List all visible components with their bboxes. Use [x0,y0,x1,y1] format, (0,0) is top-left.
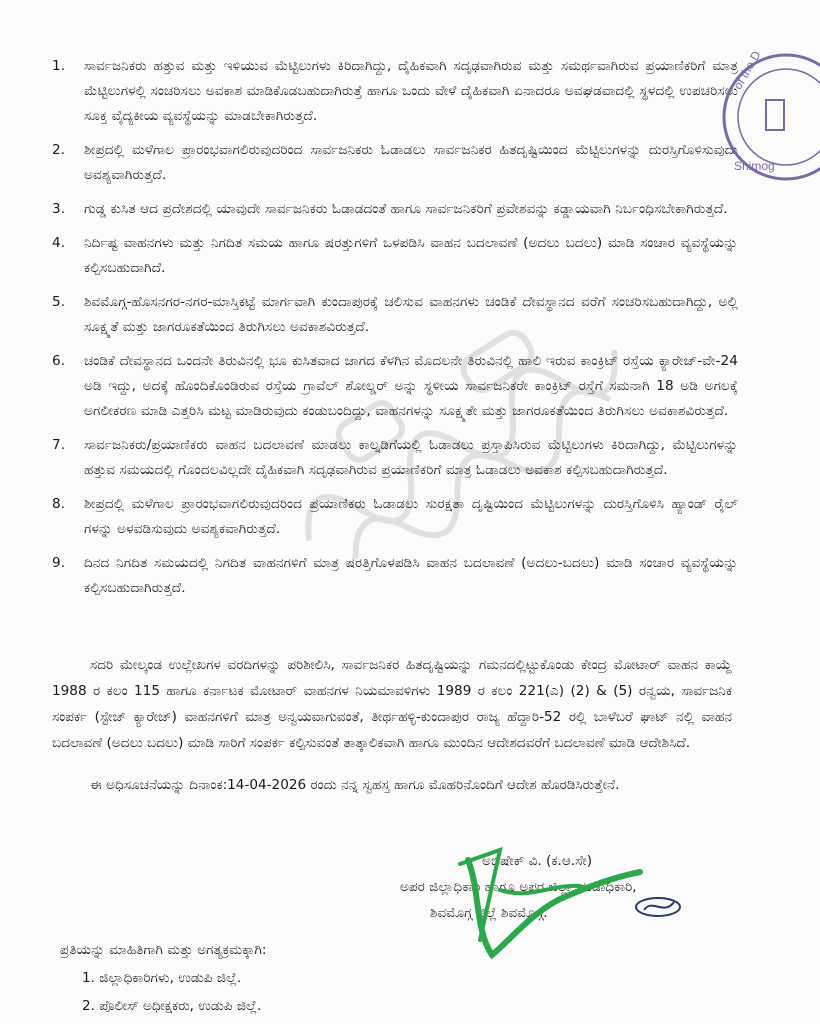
conditions-list [48,54,738,610]
item-number: 2. [52,142,66,158]
item-number: 8. [52,496,66,512]
item-number: 4. [52,235,66,251]
condition-item [48,138,738,188]
item-text: ಶೀಪ್ರದಲ್ಲಿ ಮಳೆಗಾಲ ಪ್ರಾರಂಭವಾಗಲಿರುವುದರಿಂದ ಪ್ರಯಾಣಿಕರು ಓಡಾಡಲು ಸುರಕ್ಷತಾ ದೃಷ್ಟಿಯಿಂದ ಮೆಟ್ಟಿಲುಗಳನ್ನು ದುರಸ್ತಿಗೊಳಿಸಿ ಹ್ಯಾಂಡ್ ರೈಲ್ ಗಳನ್ನು ಅಳವಡಿಸುವುದು ಅವಶ್ಯಕವಾಗಿರುತ್ತದೆ. [84,496,738,537]
copy-to-item: 1. ಜಿಲ್ಲಾಧಿಕಾರಿಗಳು, ಉಡುಪಿ ಜಿಲ್ಲೆ. [82,970,242,986]
signatory-name: ಅಭಿಷೇಕ್ ವಿ. (ಕ.ಆ.ಸೇ) [482,853,593,869]
item-number: 6. [52,353,66,369]
condition-item [48,433,738,483]
item-text: ನಿರ್ದಿಷ್ಟ ವಾಹನಗಳು ಮತ್ತು ನಿಗದಿತ ಸಮಯ ಹಾಗೂ ಷರತ್ತುಗಳಿಗೆ ಒಳಪಡಿಸಿ ವಾಹನ ಬದಲಾವಣೆ (ಅದಲು ಬದಲು) ಮಾಡಿ ಸಂಚಾರ ವ್ಯವಸ್ಥೆಯನ್ನು ಕಲ್ಪಿಸಬಹುದಾಗಿದೆ. [84,235,738,276]
item-text: ದಿನದ ನಿಗದಿತ ಸಮಯದಲ್ಲಿ ನಿಗದಿತ ವಾಹನಗಳಿಗೆ ಮಾತ್ರ ಷರತ್ತಿಗೊಳಪಡಿಸಿ ವಾಹನ ಬದಲಾವಣೆ (ಅದಲು-ಬದಲು) ಮಾಡಿ ಸಂಚಾರ ವ್ಯವಸ್ಥೆಯನ್ನು ಕಲ್ಪಿಸಬಹುದಾಗಿರುತ್ತದೆ. [84,555,738,596]
copy-to-heading: ಪ್ರತಿಯನ್ನು ಮಾಹಿತಿಗಾಗಿ ಮತ್ತು ಅಗತ್ಯಕ್ರಮಕ್ಕಾಗಿ: [60,942,267,958]
condition-item [48,54,738,129]
handwritten-signature [440,820,650,970]
item-text: ಶಿವಮೊಗ್ಗ-ಹೊಸನಗರ-ನಗರ-ಮಾಸ್ತಿಕಟ್ಟೆ ಮಾರ್ಗವಾಗಿ ಕುಂದಾಪುರಕ್ಕೆ ಚಲಿಸುವ ವಾಹನಗಳು ಚಂಡಿಕೆ ದೇವಸ್ಥಾನದ ವರೆಗೆ ಸಂಚರಿಸಬಹುದಾಗಿದ್ದು, ಅಲ್ಲಿ ಸೂಕ್ಷ್ಮತೆ ಮತ್ತು ಜಾಗರೂಕತೆಯಿಂದ ತಿರುಗಿಸಲು ಅವಕಾಶವಿರುತ್ತದೆ. [84,294,738,335]
seal-text-top: of the D [730,48,764,92]
item-number: 1. [52,58,66,74]
copy-to-section [60,936,266,1020]
seal-text-bottom: Shimog [734,159,775,173]
copy-to-item: 2. ಪೊಲೀಸ್ ಅಧೀಕ್ಷಕರು, ಉಡುಪಿ ಜಿಲ್ಲೆ. [82,998,262,1014]
item-text: ಸಾರ್ವಜನಿಕರು/ಪ್ರಯಾಣಿಕರು ವಾಹನ ಬದಲಾವಣೆ ಮಾಡಲು ಕಾಲ್ನಡಿಗೆಯಲ್ಲಿ ಓಡಾಡಲು ಪ್ರಸ್ತಾಪಿಸಿರುವ ಮೆಟ್ಟಿಲುಗಳು ಕಿರಿದಾಗಿದ್ದು, ಮೆಟ್ಟಿಲುಗಳನ್ನು ಹತ್ತುವ ಸಮಯದಲ್ಲಿ ಗೊಂದಲವಿಲ್ಲದೇ ದೈಹಿಕವಾಗಿ ಸದೃಢವಾಗಿರುವ ಪ್ರಯಾಣಿಕರಿಗೆ ಮಾತ್ರ ಓಡಾಡಲು ಅವಕಾಶ ಕಲ್ಪಿಸಬಹುದಾಗಿರುತ್ತದೆ. [84,437,738,478]
condition-item [48,349,738,424]
item-number: 7. [52,437,66,453]
item-number: 5. [52,294,66,310]
condition-item [48,197,738,222]
item-text: ಸಾರ್ವಜನಿಕರು ಹತ್ತುವ ಮತ್ತು ಇಳಿಯುವ ಮೆಟ್ಟಿಲುಗಳು ಕಿರಿದಾಗಿದ್ದು, ದೈಹಿಕವಾಗಿ ಸದೃಢವಾಗಿರುವ ಮತ್ತು ಸಮರ್ಥವಾಗಿರುವ ಪ್ರಯಾಣಿಕರಿಗೆ ಮಾತ್ರ ಮೆಟ್ಟಿಲುಗಳಲ್ಲಿ ಸಂಚರಿಸಲು ಅವಕಾಶ ಮಾಡಿಕೊಡಬಹುದಾಗಿರುತ್ತೆ ಹಾಗೂ ಒಂದು ವೇಳೆ ದೈಹಿಕವಾಗಿ ಏನಾದರೂ ಅವಘಡವಾದಲ್ಲಿ ಸ್ಥಳದಲ್ಲಿ ಉಪಚರಿಸಲು ಸೂಕ್ತ ವೈದ್ಯಕೀಯ ವ್ಯವಸ್ಥೆಯನ್ನು ಮಾಡಬೇಕಾಗಿರುತ್ತದೆ. [84,58,738,124]
signatory-designation: ಅಪರ ಜಿಲ್ಲಾಧಿಕಾರಿ ಹಾಗೂ ಅಪರ ಜಿಲ್ಲಾ ದಂಡಾಧಿಕಾರಿ, [400,879,637,895]
item-text: ಚಂಡಿಕೆ ದೇವಸ್ಥಾನದ ಒಂದನೇ ತಿರುವಿನಲ್ಲಿ ಭೂ ಕುಸಿತವಾದ ಜಾಗದ ಕೆಳಗಿನ ಮೊದಲನೇ ತಿರುವಿನಲ್ಲಿ ಹಾಲಿ ಇರುವ ಕಾಂಕ್ರಿಟ್ ರಸ್ತೆಯ ಕ್ಯಾರೇಜ್-ವೇ-24 ಅಡಿ ಇದ್ದು, ಅದಕ್ಕೆ ಹೊಂದಿಕೊಂಡಿರುವ ರಸ್ತೆಯ ಗ್ರಾವೆಲ್ ಶೋಲ್ಡರ್ ಅನ್ನು ಸ್ಥಳೀಯ ಸಾರ್ವಜನಿಕರೇ ಕಾಂಕ್ರಿಟ್ ರಸ್ತೆಗೆ ಸಮನಾಗಿ 18 ಅಡಿ ಅಗಲಕ್ಕೆ ಅಗಲೀಕರಣ ಮಾಡಿ ಎತ್ತರಿಸಿ ಮಟ್ಟ ಮಾಡಿರುವುದು ಕಂಡುಬಂದಿದ್ದು, ವಾಹನಗಳನ್ನು ಸೂಕ್ಷ್ಮತೇ ಮತ್ತು ಜಾಗರೂಕತೆಯಿಂದ ತಿರುಗಿಸಲು ಅವಕಾಶವಿರುತ್ತದೆ. [84,353,738,419]
item-number: 3. [52,201,66,217]
condition-item [48,492,738,542]
office-seal-stamp [716,22,820,192]
signatory-office: ಶಿವಮೊಗ್ಗ ಜಿಲ್ಲೆ ಶಿವಮೊಗ್ಗ. [430,905,548,921]
condition-item [48,551,738,601]
condition-item [48,290,738,340]
item-text: ಶೀಪ್ರದಲ್ಲಿ ಮಳೆಗಾಲ ಪ್ರಾರಂಭವಾಗಲಿರುವುದರಿಂದ ಸಾರ್ವಜನಿಕರು ಓಡಾಡಲು ಸಾರ್ವಜನಿಕರ ಹಿತದೃಷ್ಟಿಯಿಂದ ಮೆಟ್ಟಿಲುಗಳನ್ನು ದುರಸ್ತಿಗೊಳಿಸುವುದು ಅವಶ್ಯವಾಗಿರುತ್ತದೆ. [84,142,738,183]
item-number: 9. [52,555,66,571]
order-paragraph: ಸದರಿ ಮೇಲ್ಕಂಡ ಉಲ್ಲೇಖಗಳ ವರದಿಗಳನ್ನು ಪರಿಶೀಲಿಸಿ, ಸಾರ್ವಜನಿಕರ ಹಿತದೃಷ್ಟಿಯನ್ನು ಗಮನದಲ್ಲಿಟ್ಟುಕೊಂಡು ಕೇಂದ್ರ ಮೋಟಾರ್ ವಾಹನ ಕಾಯ್ದೆ 1988 ರ ಕಲಂ 115 ಹಾಗೂ ಕರ್ನಾಟಕ ಮೋಟಾರ್ ವಾಹನಗಳ ನಿಯಮಾವಳಿಗಳು 1989 ರ ಕಲಂ 221(ಎ) (2) & (5) ರನ್ವಯ, ಸಾರ್ವಜನಿಕ ಸಂಪರ್ಕ (ಸ್ಟೇಜ್ ಕ್ಯಾರೇಜ್) ವಾಹನಗಳಿಗೆ ಮಾತ್ರ ಅನ್ವಯವಾಗುವಂತೆ, ತೀರ್ಥಹಳ್ಳಿ-ಕುಂದಾಪುರ ರಾಜ್ಯ ಹೆದ್ದಾರಿ-52 ರಲ್ಲಿ ಬಾಳೆಬರೆ ಘಾಟ್ ನಲ್ಲಿ ವಾಹನ ಬದಲಾವಣೆ (ಅದಲು ಬದಲು) ಮಾಡಿ ಸಾರಿಗೆ ಸಂಪರ್ಕ ಕಲ್ಪಿಸುವಂತೆ ತಾತ್ಕಾಲಿಕವಾಗಿ ಹಾಗೂ ಮುಂದಿನ ಆದೇಶದವರೆಗೆ ಬದಲಾವಣೆ ಮಾಡಿ ಆದೇಶಿಸಿದೆ. [52,657,732,751]
item-text: ಗುಡ್ಡ ಕುಸಿತ ಆದ ಪ್ರದೇಶದಲ್ಲಿ ಯಾವುದೇ ಸಾರ್ವಜನಿಕರು ಓಡಾಡದಂತೆ ಹಾಗೂ ಸಾರ್ವಜನಿಕರಿಗೆ ಪ್ರವೇಶವನ್ನು ಕಡ್ಡಾಯವಾಗಿ ನಿರ್ಬಂಧಿಸಬೇಕಾಗಿರುತ್ತದೆ. [84,201,728,217]
issue-paragraph: ಈ ಅಧಿಸೂಚನೆಯನ್ನು ದಿನಾಂಕ:14-04-2026 ರಂದು ನನ್ನ ಸ್ವಹಸ್ತ ಹಾಗೂ ಮೊಹರಿನೊಂದಿಗೆ ಆದೇಶ ಹೊರಡಿಸಿರುತ್ತೇನೆ. [90,777,620,793]
condition-item [48,231,738,281]
initials-scribble [630,892,686,922]
